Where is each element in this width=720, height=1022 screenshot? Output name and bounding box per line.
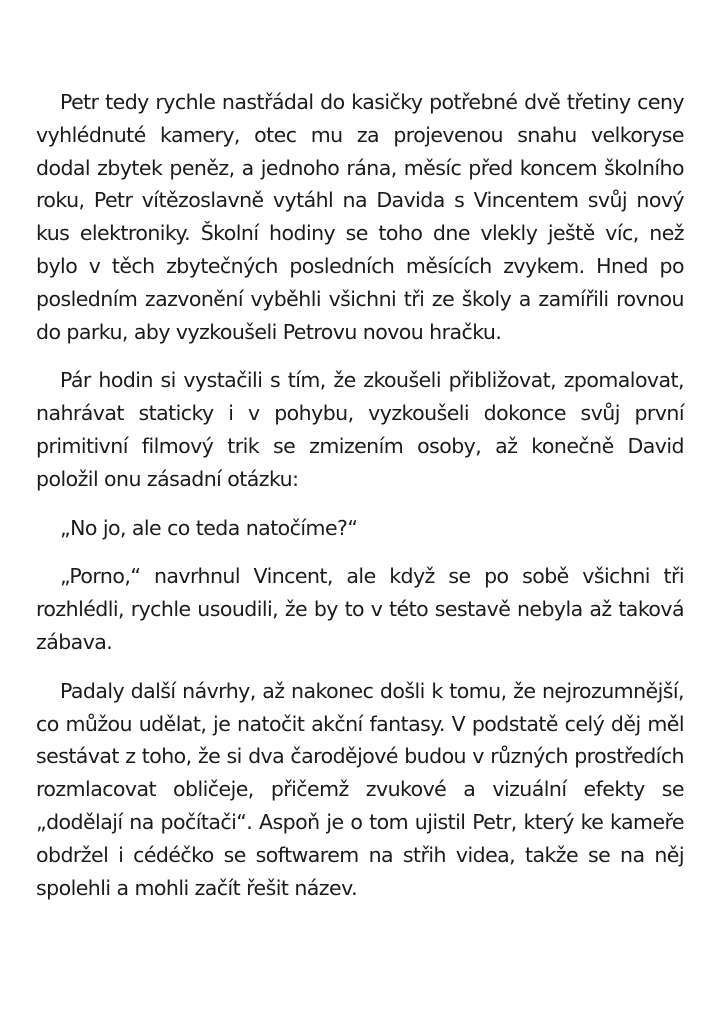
paragraph-fantasy-plan: Padaly další návrhy, až nakonec došli k tomu, že nejrozumnější, co můžou udělat, je natočit akční fantasy. V podstatě celý děj měl sestávat z toho, že si dva čarodějové budou v různých prostředích rozmlacovat obličeje, přičemž zvukové a vizuální efekty se „dodělají na počítači“. Aspoň je o tom ujistil Petr, který ke kameře obdržel i cédéčko se softwarem na střih videa, takže se na něj spolehli a mohli začít řešit název. [36, 678, 684, 900]
document-page [36, 86, 684, 920]
paragraph-question: „No jo, ale co teda natočíme?“ [60, 515, 358, 540]
paragraph-camera-purchase: Petr tedy rychle nastřádal do kasičky potřebné dvě třetiny ceny vyhlédnuté kamery, otec mu za projevenou snahu velkoryse dodal zbytek peněz, a jednoho rána, měsíc před koncem školního roku, Petr vítězoslavně vytáhl na Davida s Vincentem svůj nový kus elektroniky. Školní hodiny se toho dne vlekly ještě víc, než bylo v těch zbytečných posledních měsících zvykem. Hned po posledním zazvonění vyběhli všichni tři ze školy a zamířili rovnou do parku, aby vyzkoušeli Petrovu novou hračku. [36, 90, 684, 344]
paragraph-vincent-suggestion: „Porno,“ navrhnul Vincent, ale když se po sobě všichni tři rozhlédli, rychle usoudili, že by to v této sestavě nebyla až taková zábava. [36, 564, 684, 654]
paragraph-testing-camera: Pár hodin si vystačili s tím, že zkoušeli přibližovat, zpomalovat, nahrávat staticky i v pohybu, vyzkoušeli dokonce svůj první primitivní filmový trik se zmizením osoby, až konečně David položil onu zásadní otázku: [36, 368, 684, 491]
